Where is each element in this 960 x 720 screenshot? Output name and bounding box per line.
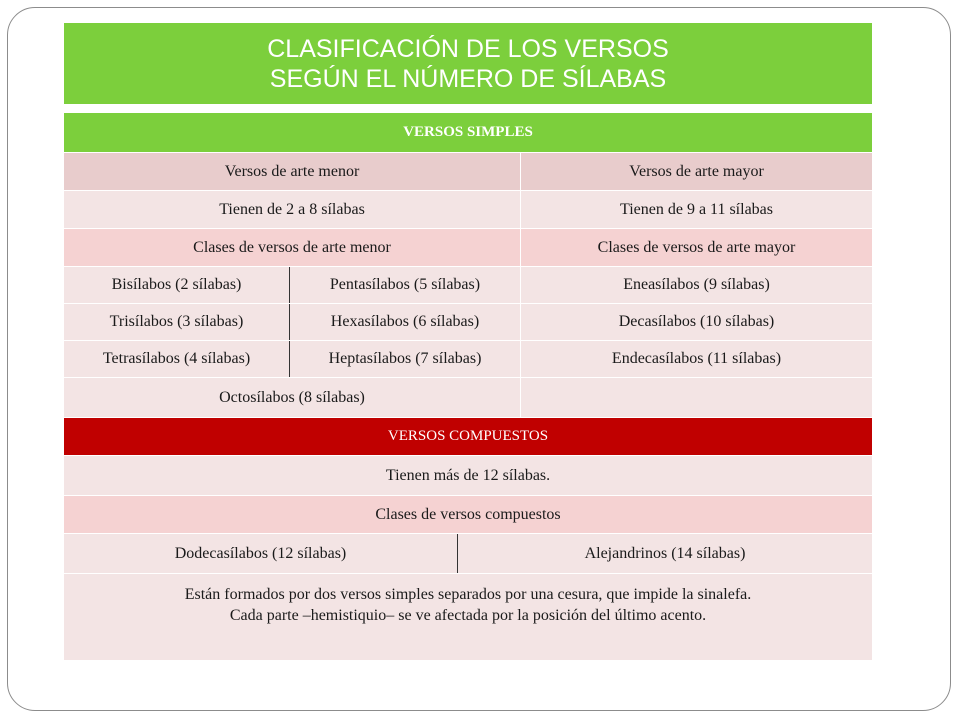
table-row-classes-headers	[64, 229, 872, 267]
table-row-compuestos-range	[64, 456, 872, 496]
compuestos-range: Tienen más de 12 sílabas.	[64, 456, 872, 495]
verse-cell: Dodecasílabos (12 sílabas)	[64, 534, 457, 573]
verse-cell: Eneasílabos (9 sílabas)	[521, 267, 872, 303]
simples-header: VERSOS SIMPLES	[64, 113, 872, 152]
verse-cell: Bisílabos (2 sílabas)	[64, 267, 289, 303]
compuestos-classes-header: Clases de versos compuestos	[64, 496, 872, 533]
verse-cell: Octosílabos (8 sílabas)	[64, 378, 521, 417]
table-row	[64, 341, 872, 378]
table-row	[64, 378, 872, 418]
table-row-compuestos-types	[64, 534, 872, 574]
verse-cell: Decasílabos (10 sílabas)	[521, 304, 872, 340]
empty-cell	[521, 378, 872, 417]
range-arte-mayor: Tienen de 9 a 11 sílabas	[521, 191, 872, 228]
classes-header-arte-mayor: Clases de versos de arte mayor	[521, 229, 872, 266]
verse-cell: Endecasílabos (11 sílabas)	[521, 341, 872, 377]
verse-cell: Trisílabos (3 sílabas)	[64, 304, 289, 340]
table-row-ranges	[64, 191, 872, 229]
table-row-categories	[64, 153, 872, 191]
title-banner	[64, 23, 872, 104]
classes-header-arte-menor: Clases de versos de arte menor	[64, 229, 521, 266]
title-line-1: CLASIFICACIÓN DE LOS VERSOS	[267, 34, 669, 63]
note-line-2: Cada parte –hemistiquio– se ve afectada por la posición del último acento.	[229, 607, 707, 624]
verse-cell: Heptasílabos (7 sílabas)	[289, 341, 521, 377]
table-row	[64, 304, 872, 341]
range-arte-menor: Tienen de 2 a 8 sílabas	[64, 191, 521, 228]
note-line-1: Están formados por dos versos simples separados por una cesura, que impide la sinalefa.	[184, 586, 752, 603]
verse-cell: Tetrasílabos (4 sílabas)	[64, 341, 289, 377]
table-row-compuestos-classes	[64, 496, 872, 534]
verse-cell: Alejandrinos (14 sílabas)	[457, 534, 872, 573]
category-arte-menor: Versos de arte menor	[64, 153, 521, 190]
table-row-simples-header	[64, 113, 872, 153]
verse-cell: Pentasílabos (5 sílabas)	[289, 267, 521, 303]
compuestos-note	[64, 574, 872, 660]
title-line-2: SEGÚN EL NÚMERO DE SÍLABAS	[269, 64, 667, 93]
table-row-compuestos-header	[64, 418, 872, 456]
table-row-compuestos-note	[64, 574, 872, 660]
category-arte-mayor: Versos de arte mayor	[521, 153, 872, 190]
compuestos-header: VERSOS COMPUESTOS	[64, 418, 872, 455]
classification-table	[64, 113, 872, 660]
verse-cell: Hexasílabos (6 sílabas)	[289, 304, 521, 340]
table-row	[64, 267, 872, 304]
